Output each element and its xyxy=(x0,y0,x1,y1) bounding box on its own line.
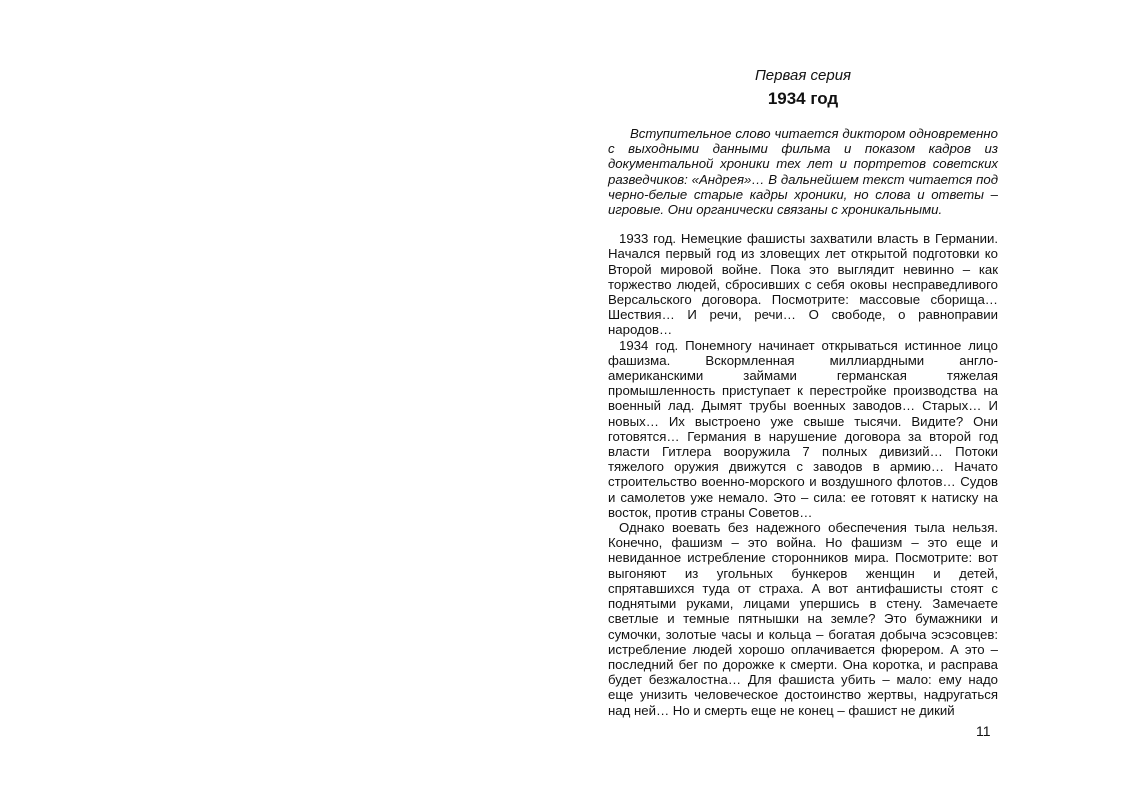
body-paragraph: Однако воевать без надежного обеспечения тыла нельзя. Конечно, фашизм – это война. Но фашизм – это еще и невиданное истребление сторонников мира. Посмотрите: вот выгоняют из угольных бункеров женщин и детей, спрятавшихся туда от страха. А вот антифашисты стоят с поднятыми руками, лицами упершись в стену. Замечаете светлые и темные пятнышки на земле? Это бумажники и сумочки, золотые часы и кольца – богатая добыча эсэсовцев: истребление людей хорошо оплачивается фюрером. А это – последний бег по дорожке к смерти. Она коротка, и расправа будет безжалостна… Для фашиста убить – мало: ему надо еще унизить человеческое достоинство жертвы, надругаться над ней… Но и смерть еще не конец – фашист не дикий xyxy=(608,520,998,718)
series-title: Первая серия xyxy=(754,67,852,84)
page-number: 11 xyxy=(976,723,991,739)
body-text xyxy=(608,231,998,718)
body-paragraph: 1934 год. Понемногу начинает открываться истинное лицо фашизма. Вскормленная миллиардными англо-американскими займами германская тяжелая промышленность приступает к перестройке производства на военный лад. Дымят трубы военных заводов… Старых… И новых… Их выстроено уже свыше тысячи. Видите? Они готовятся… Германия в нарушение договора за второй год власти Гитлера вооружила 7 полных дивизий… Потоки тяжелого оружия движутся с заводов в армию… Начато строительство военно-морского и воздушного флотов… Судов и самолетов уже немало. Это – сила: ее готовят к натиску на восток, против страны Советов… xyxy=(608,337,998,520)
chapter-heading: 1934 год xyxy=(767,89,839,108)
book-page xyxy=(608,66,998,718)
intro-paragraph: Вступительное слово читается диктором одновременно с выходными данными фильма и показом кадров из документальной хроники тех лет и портретов советских разведчиков: «Андрея»… В дальнейшем текст читается под черно-белые старые кадры хроники, но слова и ответы – игровые. Они органически связаны с хроникальными. xyxy=(608,126,998,218)
body-paragraph: 1933 год. Немецкие фашисты захватили власть в Германии. Начался первый год из зловещих лет открытой подготовки ко Второй мировой войне. Пока это выглядит невинно – как торжество людей, сбросивших с себя оковы несправедливого Версальского договора. Посмотрите: массовые сборища… Шествия… И речи, речи… О свободе, о равноправии народов… xyxy=(608,231,998,338)
